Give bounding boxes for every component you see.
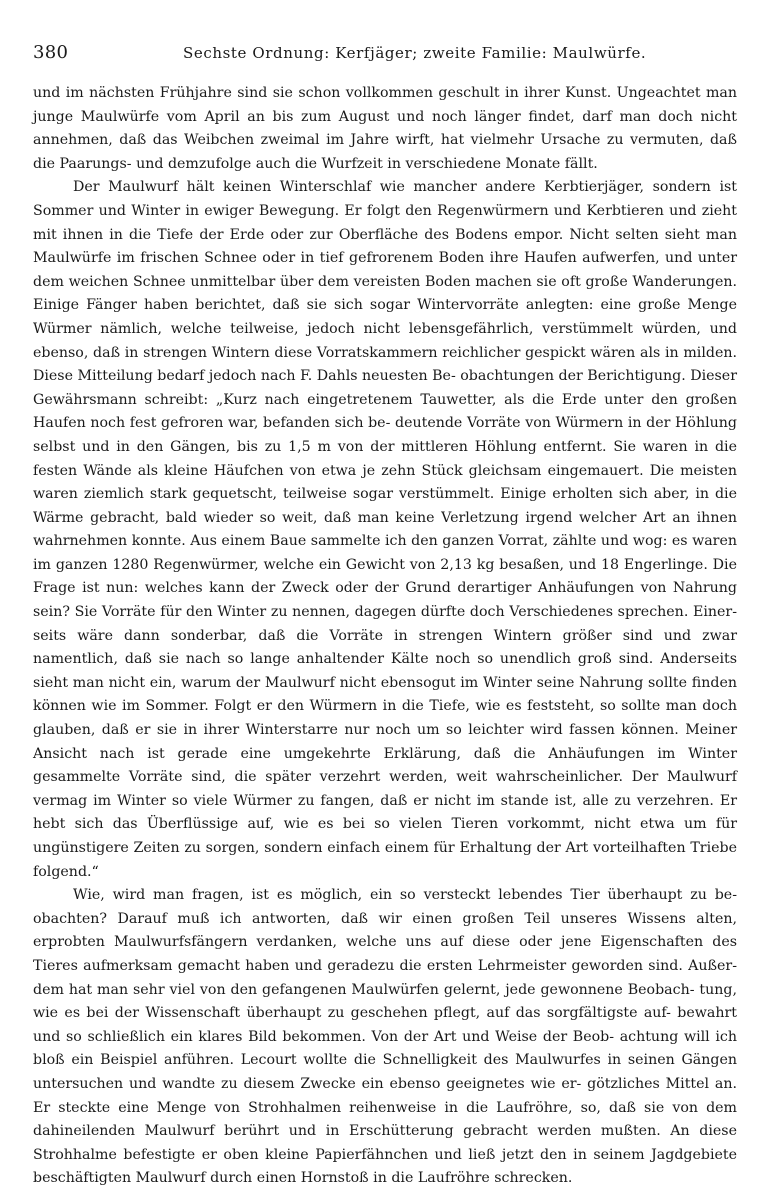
running-title: Sechste Ordnung: Kerfjäger; zweite Familie: Maulwürfe.: [183, 44, 647, 62]
paragraph-continuation: und im nächsten Frühjahre sind sie schon vollkommen geschult in ihrer Kunst. Ungeachtet man junge Maulwürfe vom April an bis zum August und noch länger findet, darf man doch nicht annehmen, daß das Weibchen zweimal im Jahre wirft, hat vielmehr Ursache zu vermuten, daß die Paarungs- und demzufolge auch die Wurfzeit in verschiedene Monate fällt.: [33, 85, 737, 172]
paragraph-winter-activity: Der Maulwurf hält keinen Winterschlaf wie mancher andere Kerbtierjäger, sondern ist Sommer und Winter in ewiger Bewegung. Er folgt den Regenwürmern und Kerbtieren und zieht mit ihnen in die Tiefe der Erde oder zur Oberfläche des Bodens empor. Nicht selten sieht man Maulwürfe im frischen Schnee oder in tief gefrorenem Boden ihre Haufen aufwerfen, und unter dem weichen Schnee unmittelbar über dem vereisten Boden machen sie oft große Wanderungen. Einige Fänger haben berichtet, daß sie sich sogar Wintervorräte anlegten: eine große Menge Würmer nämlich, welche teilweise, jedoch nicht lebensgefährlich, verstümmelt würden, und ebenso, daß in strengen Wintern diese Vorratskammern reichlicher gespickt wären als in milden. Diese Mitteilung bedarf jedoch nach F. Dahls neuesten Be- obachtungen der Berichtigung. Dieser Gewährsmann schreibt: „Kurz nach eingetretenem Tauwetter, als die Erde unter den großen Haufen noch fest gefroren war, befanden sich be- deutende Vorräte von Würmern in der Höhlung selbst und in den Gängen, bis zu 1,5 m von der mittleren Höhlung entfernt. Sie waren in die festen Wände als kleine Häufchen von etwa je zehn Stück gleichsam eingemauert. Die meisten waren ziemlich stark gequetscht, teilweise sogar verstümmelt. Einige erholten sich aber, in die Wärme gebracht, bald wieder so weit, daß man keine Verletzung irgend welcher Art an ihnen wahrnehmen konnte. Aus einem Baue sammelte ich den ganzen Vorrat, zählte und wog: es waren im ganzen 1280 Regenwürmer, welche ein Gewicht von 2,13 kg besaßen, und 18 Engerlinge. Die Frage ist nun: welches kann der Zweck oder der Grund derartiger Anhäufungen von Nahrung sein? Sie Vorräte für den Winter zu nennen, dagegen dürfte doch Verschiedenes sprechen. Einer- seits wäre dann sonderbar, daß die Vorräte in strengen Wintern größer sind und zwar namentlich, daß sie nach so lange anhaltender Kälte noch so unendlich groß sind. Anderseits sieht man nicht ein, warum der Maulwurf nicht ebensogut im Winter seine Nahrung sollte finden können wie im Sommer. Folgt er den Würmern in die Tiefe, wie es feststeht, so sollte man doch glauben, daß er sie in ihrer Winterstarre nur noch um so leichter wird fassen können. Meiner Ansicht nach ist gerade eine umgekehrte Erklärung, daß die Anhäufungen im Winter gesammelte Vorräte sind, die später verzehrt werden, weit wahrscheinlicher. Der Maulwurf vermag im Winter so viele Würmer zu fangen, daß er nicht im stande ist, alle zu verzehren. Er hebt sich das Überflüssige auf, wie es bei so vielen Tieren vorkommt, nicht etwa um für ungünstigere Zeiten zu sorgen, sondern einfach einem für Erhaltung der Art vorteilhaften Triebe folgend.“: [33, 179, 737, 880]
page-number: 380: [33, 42, 69, 63]
running-header: [33, 42, 737, 72]
body-text: [33, 82, 737, 1191]
paragraph-observation: Wie, wird man fragen, ist es möglich, ein so versteckt lebendes Tier überhaupt zu be- obachten? Darauf muß ich antworten, daß wir einen großen Teil unseres Wissens alten, erprobten Maulwurfsfängern verdanken, welche uns auf diese oder jene Eigenschaften des Tieres aufmerksam gemacht haben und geradezu die ersten Lehrmeister geworden sind. Außer- dem hat man sehr viel von den gefangenen Maulwürfen gelernt, jede gewonnene Beobach- tung, wie es bei der Wissenschaft überhaupt zu geschehen pflegt, auf das sorgfältigste auf- bewahrt und so schließlich ein klares Bild bekommen. Von der Art und Weise der Beob- achtung will ich bloß ein Beispiel anführen. Lecourt wollte die Schnelligkeit des Maulwurfes in seinen Gängen untersuchen und wandte zu diesem Zwecke ein ebenso geeignetes wie er- götzliches Mittel an. Er steckte eine Menge von Strohhalmen reihenweise in die Laufröhre, so, daß sie von dem dahineilenden Maulwurf berührt und in Erschütterung gebracht werden mußten. An diese Strohhalme befestigte er oben kleine Papierfähnchen und ließ jetzt den in seinem Jagdgebiete beschäftigten Maulwurf durch einen Hornstoß in die Laufröhre schrecken.: [33, 887, 737, 1187]
